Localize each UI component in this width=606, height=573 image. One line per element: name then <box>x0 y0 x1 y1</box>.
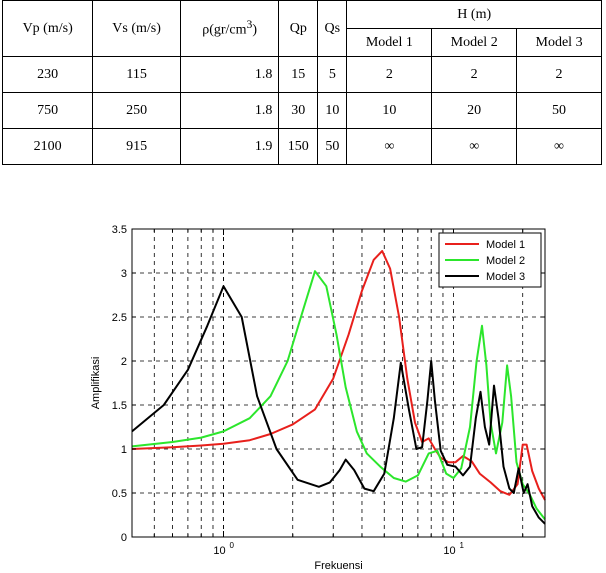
cell-model-3: 50 <box>517 93 602 129</box>
header-vs: Vs (m/s) <box>93 1 181 57</box>
cell-vp: 750 <box>3 93 93 129</box>
x-tick-label: 10 <box>213 545 226 557</box>
y-tick-label: 2.5 <box>111 312 127 324</box>
cell-vp: 2100 <box>3 129 93 165</box>
y-tick-label: 2 <box>120 356 127 368</box>
cell-rho: 1.8 <box>180 57 279 93</box>
header-qs: Qs <box>318 1 347 57</box>
cell-model-1: 10 <box>347 93 432 129</box>
x-tick-label-exponent: 0 <box>229 541 234 550</box>
cell-model-3: ∞ <box>517 129 602 165</box>
y-tick-label: 3 <box>120 268 127 280</box>
cell-model-1: 2 <box>347 57 432 93</box>
cell-model-3: 2 <box>517 57 602 93</box>
cell-model-2: 2 <box>432 57 517 93</box>
y-tick-label: 3.5 <box>111 224 127 236</box>
cell-qs: 50 <box>318 129 347 165</box>
cell-qs: 5 <box>318 57 347 93</box>
y-tick-label: 0.5 <box>111 488 127 500</box>
header-h: H (m) <box>347 1 602 29</box>
cell-vp: 230 <box>3 57 93 93</box>
cell-rho: 1.9 <box>180 129 279 165</box>
legend-label-model-1: Model 1 <box>486 239 526 251</box>
y-axis-label: Amplifikasi <box>90 356 102 410</box>
header-model-2: Model 2 <box>432 29 517 57</box>
cell-model-2: 20 <box>432 93 517 129</box>
header-vp: Vp (m/s) <box>3 1 93 57</box>
cell-vs: 115 <box>93 57 181 93</box>
cell-vs: 915 <box>93 129 181 165</box>
header-density-sup: 3 <box>246 18 253 32</box>
y-tick-label: 1 <box>120 444 127 456</box>
cell-qp: 15 <box>279 57 318 93</box>
legend-label-model-3: Model 3 <box>486 271 526 283</box>
header-density-close: ) <box>252 22 258 38</box>
y-tick-label: 1.5 <box>111 400 127 412</box>
cell-qs: 10 <box>318 93 347 129</box>
x-tick-label: 10 <box>443 545 456 557</box>
x-axis-label: Frekuensi <box>314 560 363 572</box>
cell-qp: 30 <box>279 93 318 129</box>
legend-label-model-2: Model 2 <box>486 255 526 267</box>
cell-rho: 1.8 <box>180 93 279 129</box>
header-model-1: Model 1 <box>347 29 432 57</box>
header-density-text: ρ(gr/cm <box>202 22 247 38</box>
cell-vs: 250 <box>93 93 181 129</box>
cell-qp: 150 <box>279 129 318 165</box>
y-tick-label: 0 <box>120 532 127 544</box>
header-model-3: Model 3 <box>517 29 602 57</box>
header-qp: Qp <box>279 1 318 57</box>
x-tick-label-exponent: 1 <box>459 541 464 550</box>
cell-model-1: ∞ <box>347 129 432 165</box>
cell-model-2: ∞ <box>432 129 517 165</box>
